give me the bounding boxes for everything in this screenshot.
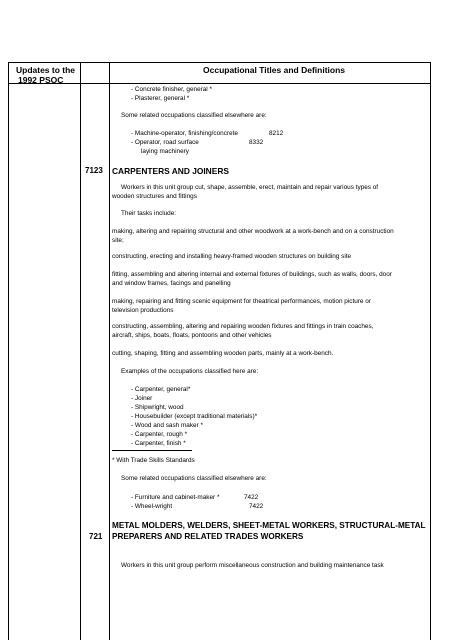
header-bottom-border — [8, 83, 431, 84]
header-updates-line1: Updates to the — [16, 65, 76, 75]
occupation-code: 7422 — [244, 494, 259, 501]
list-item: - Concrete finisher, general * — [131, 86, 212, 93]
example-item: - Joiner — [131, 395, 153, 402]
column-divider-2 — [109, 62, 110, 640]
unit-group-code: 7123 — [85, 166, 103, 175]
example-item: - Carpenter, finish * — [131, 440, 186, 447]
related-intro: Some related occupations classified elsewhere are: — [121, 112, 267, 119]
examples-intro: Examples of the occupations classified here are: — [121, 368, 259, 375]
related-intro: Some related occupations classified elsewhere are: — [121, 475, 267, 482]
tasks-intro: Their tasks include: — [121, 210, 177, 217]
header-updates-line2: 1992 PSOC — [18, 75, 64, 85]
table-left-border — [8, 62, 9, 640]
unit-group-title: PREPARERS AND RELATED TRADES WORKERS — [112, 532, 304, 541]
table-right-border — [430, 62, 431, 640]
occupation-code: 7422 — [249, 503, 264, 510]
unit-group-title: CARPENTERS AND JOINERS — [112, 166, 229, 176]
list-item: - Furniture and cabinet-maker * — [131, 494, 220, 501]
task-item: and window frames, facings and panelling — [112, 280, 231, 287]
example-item: - Carpenter, general* — [131, 386, 191, 393]
list-item: - Wheel-wright — [131, 503, 173, 510]
unit-group-description: Workers in this unit group cut, shape, assemble, erect, maintain and repair various types of — [121, 184, 379, 191]
occupation-code: 8332 — [249, 139, 264, 146]
unit-group-code: 721 — [89, 532, 103, 541]
task-item: constructing, assembling, altering and repairing wooden fixtures and fittings in train coaches, — [112, 323, 374, 330]
task-item: fitting, assembling and altering internal and external fixtures of buildings, such as walls, doors, door — [112, 271, 392, 278]
task-item: making, repairing and fitting scenic equipment for theatrical performances, motion picture or — [112, 298, 371, 305]
footnote: * With Trade Skills Standards — [112, 457, 195, 464]
unit-group-description: wooden structures and fittings — [112, 193, 197, 200]
example-item: - Carpenter, rough * — [131, 431, 188, 438]
task-item: making, altering and repairing structural and other woodwork at a work-bench and on a construction — [112, 228, 394, 235]
unit-group-title: METAL MOLDERS, WELDERS, SHEET-METAL WORKERS, STRUCTURAL-METAL — [112, 521, 426, 530]
footnote-rule — [112, 450, 192, 451]
example-item: - Wood and sash maker * — [131, 422, 203, 429]
list-item-continuation: laying machinery — [141, 148, 189, 155]
column-divider-1 — [80, 62, 81, 640]
task-item: television productions — [112, 307, 174, 314]
occupation-code: 8212 — [269, 130, 284, 137]
example-item: - Housebuilder (except traditional materials)* — [131, 413, 258, 420]
example-item: - Shipwright, wood — [131, 404, 184, 411]
table-top-border — [8, 62, 431, 63]
list-item: - Plasterer, general * — [131, 95, 190, 102]
task-item: constructing, erecting and installing heavy-framed wooden structures on building site — [112, 253, 352, 260]
list-item: - Operator, road surface — [131, 139, 199, 146]
task-item: site; — [112, 237, 124, 244]
list-item: - Machine-operator, finishing/concrete — [131, 130, 238, 137]
task-item: cutting, shaping, fitting and assembling wooden parts, mainly at a work-bench. — [112, 350, 334, 357]
task-item: aircraft, ships, boats, floats, pontoons and other vehicles — [112, 332, 272, 339]
unit-group-description: Workers in this unit group perform miscellaneous construction and building maintenance task — [121, 562, 384, 569]
header-occupational-titles: Occupational Titles and Definitions — [203, 65, 346, 75]
